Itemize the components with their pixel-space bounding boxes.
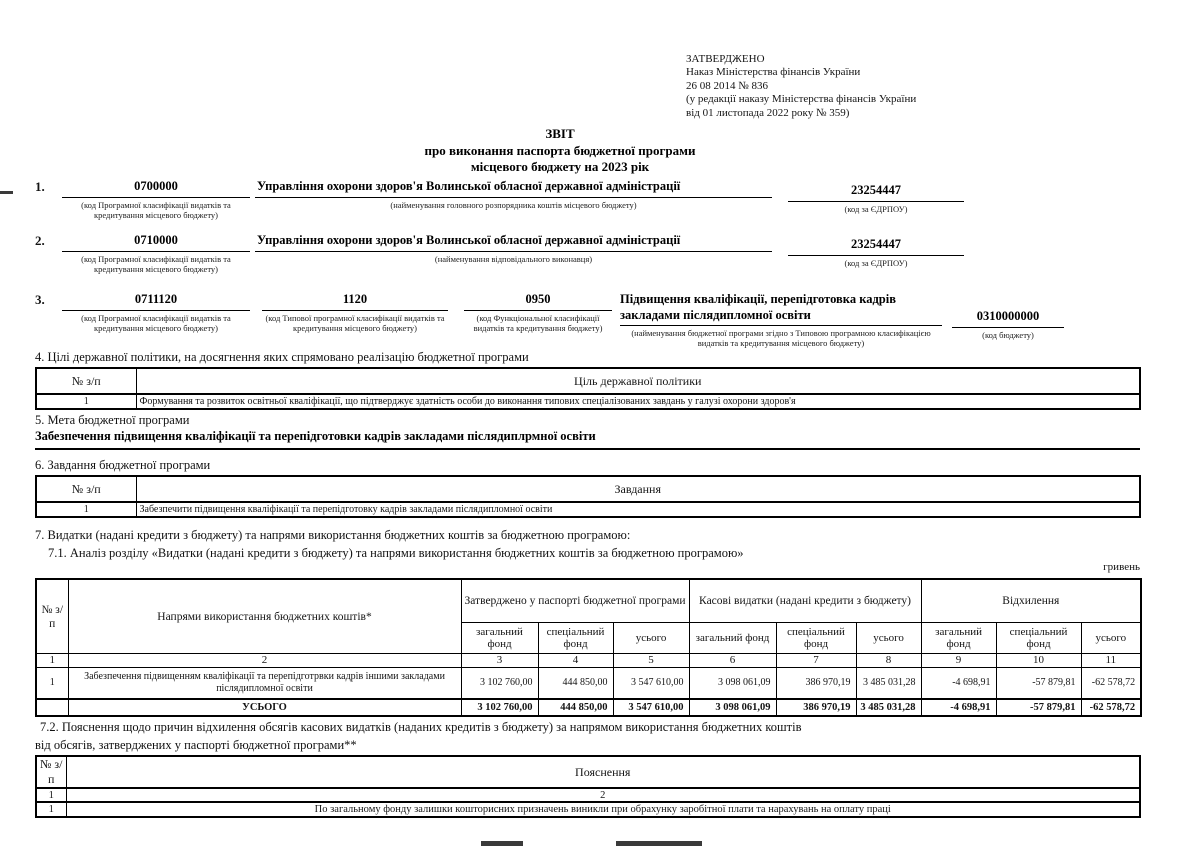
- budget-program-name: Підвищення кваліфікації, перепідготовка кадрів закладами післядипломної освіти: [620, 292, 942, 326]
- item-1-edrpou-field: [788, 179, 964, 214]
- sub-total: усього: [856, 623, 921, 654]
- section-7-2-heading-line2: від обсягів, затверджених у паспорті бюджетної програми**: [35, 738, 357, 752]
- functional-classification-code: 0950: [464, 292, 612, 311]
- section-4-heading: 4. Цілі державної політики, на досягнення яких спрямовано реалізацію бюджетної програми: [35, 350, 529, 364]
- program-code-label: (код Програмної класифікації видатків та кредитування місцевого бюджету): [81, 254, 231, 274]
- exp-value: -57 879,81: [996, 668, 1081, 700]
- total-value: 3 098 061,09: [689, 699, 776, 716]
- tasks-col-num: № з/п: [36, 476, 136, 502]
- section-6-heading: 6. Завдання бюджетної програми: [35, 458, 211, 472]
- budget-program-label: (найменування бюджетної програми згідно з Типовою програмною класифікацією видатків та кредитування місцевого бюджету): [631, 328, 931, 348]
- exp-value: 3 102 760,00: [461, 668, 538, 700]
- approval-heading: ЗАТВЕРДЖЕНО: [686, 53, 765, 65]
- item-3-code1-field: [62, 292, 250, 333]
- col-index: 9: [921, 654, 996, 668]
- col-index: 6: [689, 654, 776, 668]
- col-index: 5: [613, 654, 689, 668]
- col-index: 1: [36, 788, 66, 802]
- exp-group-deviation: Відхилення: [921, 579, 1141, 623]
- expl-row-num: 1: [36, 802, 66, 817]
- document-title: [280, 126, 840, 176]
- item-3-budget-code-field: [952, 292, 1064, 340]
- total-value: -4 698,91: [921, 699, 996, 716]
- edrpou-label: (код за ЄДРПОУ): [844, 258, 908, 268]
- goal-row-num: 1: [36, 394, 136, 409]
- scan-artifact: [616, 841, 702, 846]
- exp-value: -4 698,91: [921, 668, 996, 700]
- total-value: 3 547 610,00: [613, 699, 689, 716]
- tasks-col-task: Завдання: [136, 476, 1140, 502]
- sub-special-fund: спеціальний фонд: [776, 623, 856, 654]
- exp-value: 386 970,19: [776, 668, 856, 700]
- total-value: 444 850,00: [538, 699, 613, 716]
- item-3-number: 3.: [35, 292, 45, 307]
- expl-row-text: По загальному фонду залишки кошторисних призначень виникли при обрахунку заробітної плати та нарахувань на оплату праці: [66, 802, 1140, 817]
- table-row: [36, 502, 1140, 517]
- main-spender-name: Управління охорони здоров'я Волинської обласної державної адміністрації: [255, 179, 772, 198]
- task-row-text: Забезпечити підвищення кваліфікації та перепідготовку кадрів закладами післядипломної освіти: [136, 502, 1140, 517]
- item-1-number: 1.: [35, 179, 45, 194]
- sub-total: усього: [613, 623, 689, 654]
- program-code: 0710000: [62, 233, 250, 252]
- main-spender-label: (найменування головного розпорядника коштів місцевого бюджету): [390, 200, 637, 210]
- typical-classification-label: (код Типової програмної класифікації видатків та кредитування місцевого бюджету): [265, 313, 445, 333]
- column-number-row: [36, 654, 1141, 668]
- budget-code: 0310000000: [952, 292, 1064, 328]
- goals-table: [35, 367, 1141, 410]
- exp-value: 3 098 061,09: [689, 668, 776, 700]
- section-5-heading: 5. Мета бюджетної програми: [35, 413, 190, 427]
- goals-col-num: № з/п: [36, 368, 136, 394]
- col-index: 10: [996, 654, 1081, 668]
- total-value: 3 485 031,28: [856, 699, 921, 716]
- exp-col-directions: Напрями використання бюджетних коштів*: [68, 579, 461, 654]
- item-3-program-name-field: [620, 292, 942, 348]
- approval-order: Наказ Міністерства фінансів України: [686, 66, 861, 79]
- section-7-heading: 7. Видатки (надані кредити з бюджету) та напрями використання бюджетних коштів за бюджетною програмою:: [35, 528, 631, 542]
- sub-special-fund: спеціальний фонд: [996, 623, 1081, 654]
- explanations-table: [35, 755, 1141, 818]
- title-line-3: місцевого бюджету на 2023 рік: [470, 159, 650, 174]
- col-index: 2: [66, 788, 1140, 802]
- expl-col-num: № з/п: [36, 756, 66, 788]
- approval-edition-2: від 01 листопада 2022 року № 359): [686, 106, 850, 119]
- col-index: 7: [776, 654, 856, 668]
- col-index: 2: [68, 654, 461, 668]
- column-number-row: [36, 788, 1140, 802]
- total-empty-cell: [36, 699, 68, 716]
- program-classification-code: 0711120: [62, 292, 250, 311]
- title-line-1: ЗВІТ: [545, 126, 575, 141]
- functional-classification-label: (код Функціональної класифікації видатків та кредитування бюджету): [473, 313, 603, 333]
- total-value: -62 578,72: [1081, 699, 1141, 716]
- exp-row-num: 1: [36, 668, 68, 700]
- section-7-2-heading-line1: 7.2. Пояснення щодо причин відхилення обсягів касових видатків (наданих кредитів з бюджету) за напрямом використання бюджетних коштів: [40, 720, 802, 734]
- program-code-label: (код Програмної класифікації видатків та кредитування місцевого бюджету): [81, 200, 231, 220]
- item-3-code3-field: [464, 292, 612, 333]
- sub-special-fund: спеціальний фонд: [538, 623, 613, 654]
- exp-row-direction: Забезпечення підвищенням кваліфікації та перепідготрвки кадрів іншими закладами післядипломної освіти: [68, 668, 461, 700]
- scan-artifact: [0, 191, 13, 194]
- approval-block: [686, 53, 916, 120]
- tasks-table: [35, 475, 1141, 518]
- sub-total: усього: [1081, 623, 1141, 654]
- item-2-edrpou-field: [788, 233, 964, 268]
- task-row-num: 1: [36, 502, 136, 517]
- total-value: 3 102 760,00: [461, 699, 538, 716]
- exp-value: 444 850,00: [538, 668, 613, 700]
- exp-col-num: № з/п: [36, 579, 68, 654]
- item-2-name-field: [255, 233, 772, 264]
- approval-edition-1: (у редакції наказу Міністерства фінансів України: [686, 93, 917, 106]
- item-3-code2-field: [262, 292, 448, 333]
- sub-general-fund: загальний фонд: [689, 623, 776, 654]
- total-value: -57 879,81: [996, 699, 1081, 716]
- exp-value: -62 578,72: [1081, 668, 1141, 700]
- budget-code-label: (код бюджету): [982, 330, 1034, 340]
- program-goal-text: Забезпечення підвищення кваліфікації та перепідготовки кадрів закладами післядиплрмної освіти: [35, 429, 1140, 450]
- currency-note: гривень: [1103, 561, 1140, 573]
- goal-row-text: Формування та розвиток освітньої кваліфікації, що підтверджує здатність особи до виконання типових спеціалізованих завдань у галузі охорони здоров'я: [136, 394, 1140, 409]
- expl-col-text: Пояснення: [66, 756, 1140, 788]
- program-classification-label: (код Програмної класифікації видатків та кредитування місцевого бюджету): [81, 313, 231, 333]
- item-2-number: 2.: [35, 233, 45, 248]
- approval-date: 26 08 2014 № 836: [686, 79, 768, 92]
- col-index: 11: [1081, 654, 1141, 668]
- col-index: 4: [538, 654, 613, 668]
- col-index: 8: [856, 654, 921, 668]
- sub-general-fund: загальний фонд: [921, 623, 996, 654]
- col-index: 1: [36, 654, 68, 668]
- goals-col-goal: Ціль державної політики: [136, 368, 1140, 394]
- program-code: 0700000: [62, 179, 250, 198]
- total-value: 386 970,19: [776, 699, 856, 716]
- exp-value: 3 547 610,00: [613, 668, 689, 700]
- table-row: [36, 394, 1140, 409]
- exp-value: 3 485 031,28: [856, 668, 921, 700]
- responsible-executor-label: (найменування відповідального виконавця): [434, 254, 593, 264]
- typical-classification-code: 1120: [262, 292, 448, 311]
- title-line-2: про виконання паспорта бюджетної програми: [424, 142, 696, 158]
- sub-general-fund: загальний фонд: [461, 623, 538, 654]
- table-row: [36, 668, 1141, 700]
- expenditures-table: [35, 578, 1142, 717]
- item-2-program-code-field: [62, 233, 250, 274]
- total-label: УСЬОГО: [68, 699, 461, 716]
- section-7-1-heading: 7.1. Аналіз розділу «Видатки (надані кредити з бюджету) та напрями використання бюджетних коштів за бюджетною програмою»: [48, 546, 744, 560]
- col-index: 3: [461, 654, 538, 668]
- exp-group-cash: Касові видатки (надані кредити з бюджету): [689, 579, 921, 623]
- edrpou-code: 23254447: [788, 183, 964, 202]
- item-1-name-field: [255, 179, 772, 210]
- scan-artifact: [481, 841, 523, 846]
- edrpou-label: (код за ЄДРПОУ): [844, 204, 908, 214]
- item-1-program-code-field: [62, 179, 250, 220]
- edrpou-code: 23254447: [788, 237, 964, 256]
- total-row: [36, 699, 1141, 716]
- responsible-executor-name: Управління охорони здоров'я Волинської обласної державної адміністрації: [255, 233, 772, 252]
- table-row: [36, 802, 1140, 817]
- exp-group-approved: Затверджено у паспорті бюджетної програми: [461, 579, 689, 623]
